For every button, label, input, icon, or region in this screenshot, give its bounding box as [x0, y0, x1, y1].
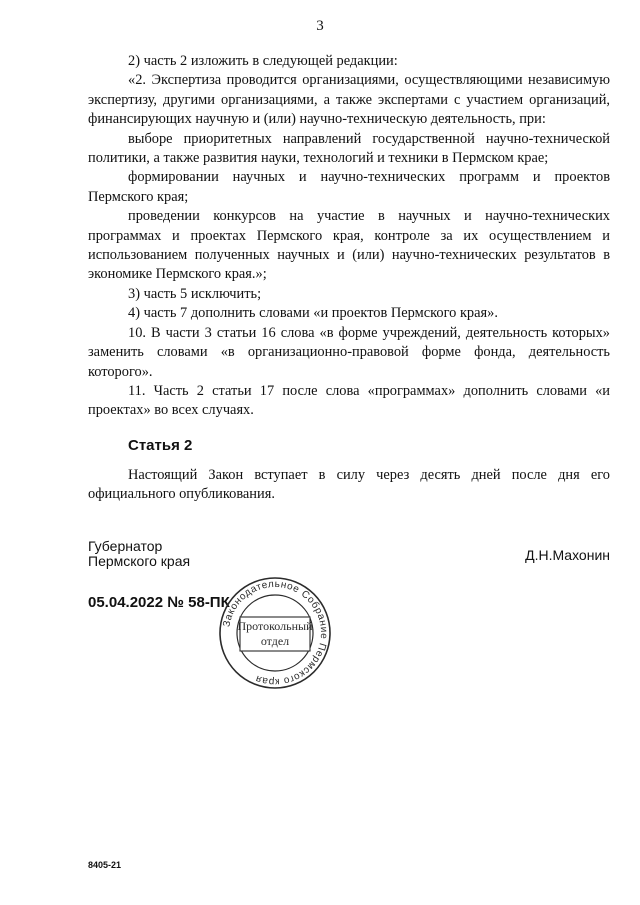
- stamp-ring-text: Законодательное Собрание Пермского края: [221, 578, 330, 688]
- paragraph: 3) часть 5 исключить;: [128, 285, 262, 302]
- page-number: 3: [316, 18, 324, 34]
- signer-title-line: Пермского края: [88, 553, 191, 569]
- paragraph: формировании научных и научно-технических программ и проектов Пермского края;: [88, 169, 610, 205]
- article-text: [88, 466, 610, 505]
- stamp-center-line: Протокольный: [237, 619, 313, 633]
- paragraph: 10. В части 3 статьи 16 слова «в форме учреждений, деятельность которых» заменить словами «в организационно-правовой форме фонда, деятельность которого».: [88, 324, 610, 380]
- paragraph: выборе приоритетных направлений государственной научно-технической политики, а также развития науки, технологий и техники в Пермском крае;: [88, 130, 610, 167]
- paragraph: 11. Часть 2 статьи 17 после слова «программах» дополнить словами «и проектах» во всех случаях.: [88, 382, 610, 419]
- paragraph: «2. Экспертиза проводится организациями, осуществляющими независимую экспертизу, другими организациями, а также экспертами с участием организаций, финансирующих научную и (или) научно-техническую деятельность, при:: [88, 72, 610, 128]
- stamp-center-line: отдел: [260, 634, 290, 648]
- signer-title-line: Губернатор: [88, 538, 163, 554]
- paragraph: 4) часть 7 дополнить словами «и проектов Пермского края».: [128, 305, 498, 322]
- signer-name: Д.Н.Махонин: [525, 547, 610, 563]
- amendment-text: [88, 52, 610, 421]
- paragraph: Настоящий Закон вступает в силу через десять дней после дня его официального опубликования.: [88, 467, 610, 503]
- office-stamp: [212, 576, 338, 690]
- paragraph: проведении конкурсов на участие в научных и научно-технических программах и проектах Пермского края, контроле за их осуществлением и использованием полученных научных и (или) научно-технических результатов в экономике Пермского края.»;: [88, 208, 610, 283]
- footer-code: 8405-21: [88, 860, 122, 870]
- paragraph: 2) часть 2 изложить в следующей редакции:: [128, 53, 398, 69]
- article-heading: Статья 2: [128, 437, 193, 454]
- law-number: 05.04.2022 № 58-ПК: [88, 594, 230, 611]
- signer-title: [88, 539, 190, 569]
